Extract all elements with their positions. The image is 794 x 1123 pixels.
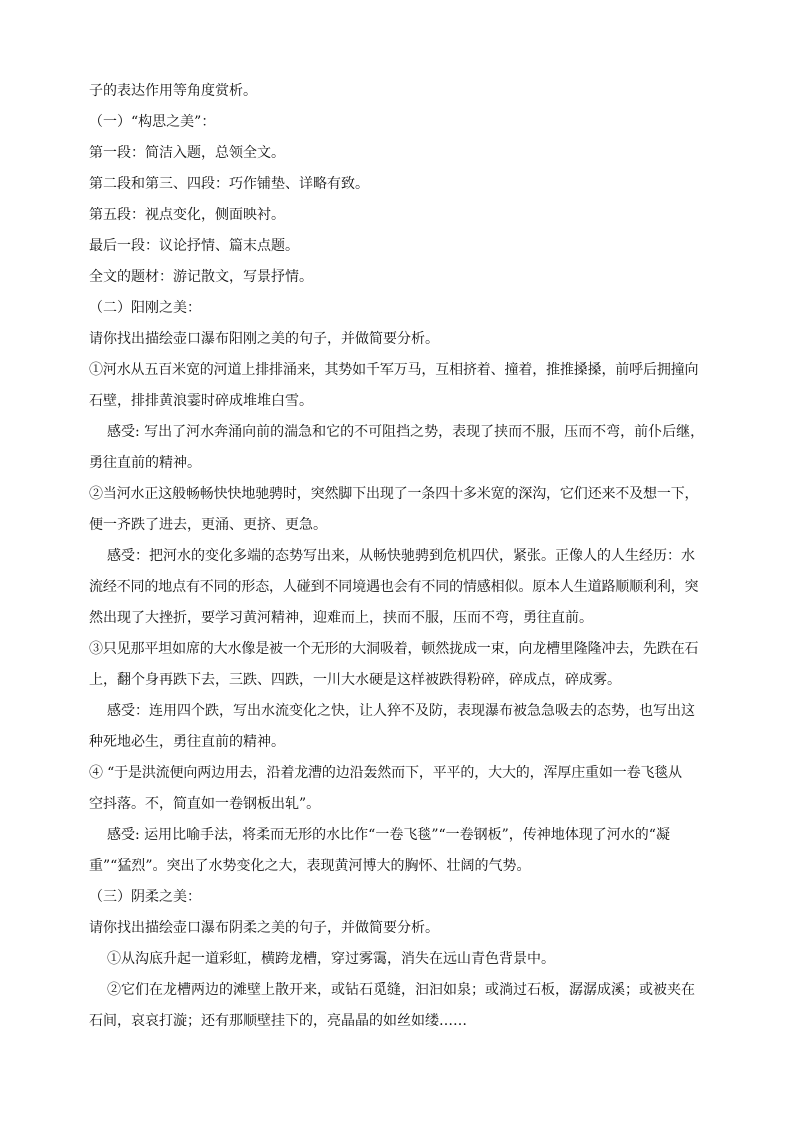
text-line: 种死地必生，勇往直前的精神。 (89, 734, 285, 750)
text-line: 感受：连用四个跌，写出水流变化之快，让人猝不及防，表现瀑布被急急吸去的态势，也写出这 (107, 703, 695, 719)
text-line: ③只见那平坦如席的大水像是被一个无形的大洞吸着，顿然拢成一束，向龙槽里隆隆冲去，先跌在石 (89, 641, 699, 657)
section-heading: （一）“构思之美”： (89, 114, 216, 130)
text-line: 空抖落。不，简直如一卷钢板出轧”。 (89, 796, 321, 812)
text-line: 全文的题材：游记散文，写景抒情。 (89, 269, 313, 285)
text-line: 上，翻个身再跌下去，三跌、四跌，一川大水硬是这样被跌得粉碎，碎成点，碎成雾。 (89, 672, 621, 688)
text-line: 勇往直前的精神。 (89, 455, 201, 471)
text-line: ①河水从五百米宽的河道上排排涌来，其势如千军万马，互相挤着、撞着，推推搡搡，前呼后拥撞向 (89, 362, 699, 378)
text-line: 最后一段：议论抒情、篇末点题。 (89, 238, 299, 254)
section-heading: （三）阴柔之美： (89, 889, 201, 905)
text-line: ②它们在龙槽两边的滩壁上散开来，或钻石觅缝，汩汩如泉；或淌过石板，潺潺成溪；或被夹在 (107, 982, 695, 998)
text-line: 第二段和第三、四段：巧作铺垫、详略有致。 (89, 176, 369, 192)
text-line: 石间，哀哀打漩；还有那顺壁挂下的，亮晶晶的如丝如缕…… (89, 1013, 467, 1029)
section-heading: （二）阳刚之美： (89, 300, 201, 316)
text-line: 便一齐跌了进去，更涌、更挤、更急。 (89, 517, 327, 533)
text-line: ④ “于是洪流便向两边用去，沿着龙漕的边沿轰然而下，平平的，大大的，浑厚庄重如一卷飞毯从 (89, 765, 683, 781)
text-line: 子的表达作用等角度赏析。 (89, 83, 257, 99)
text-line: 感受: 写出了河水奔涌向前的湍急和它的不可阻挡之势，表现了挟而不服，压而不弯，前仆后继， (107, 424, 705, 440)
text-line: ②当河水正这般畅畅快快地驰骋时，突然脚下出现了一条四十多米宽的深沟，它们还来不及想一下， (89, 486, 699, 502)
text-line: 请你找出描绘壶口瀑布阳刚之美的句子，并做简要分析。 (89, 331, 439, 347)
text-line: 流经不同的地点有不同的形态，人碰到不同境遇也会有不同的情感相似。原本人生道路顺顺利利，突 (89, 579, 699, 595)
text-line: 请你找出描绘壶口瀑布阴柔之美的句子，并做简要分析。 (89, 920, 439, 936)
text-line: 感受：把河水的变化多端的态势写出来，从畅快驰骋到危机四伏，紧张。正像人的人生经历：水 (107, 548, 695, 564)
text-line: ①从沟底升起一道彩虹，横跨龙槽，穿过雾霭，消失在远山青色背景中。 (107, 951, 555, 967)
text-line: 重”“猛烈”。突出了水势变化之大，表现黄河博大的胸怀、壮阔的气势。 (89, 858, 531, 874)
text-line: 石壁，排排黄浪霎时碎成堆堆白雪。 (89, 393, 313, 409)
text-line: 然出现了大挫折，要学习黄河精神，迎难而上，挟而不服，压而不弯，勇往直前。 (89, 610, 593, 626)
text-line: 第一段：简洁入题，总领全文。 (89, 145, 285, 161)
text-line: 第五段：视点变化，侧面映衬。 (89, 207, 285, 223)
text-line: 感受: 运用比喻手法，将柔而无形的水比作“一卷飞毯”“一卷钢板”，传神地体现了河水的“凝 (107, 827, 670, 843)
